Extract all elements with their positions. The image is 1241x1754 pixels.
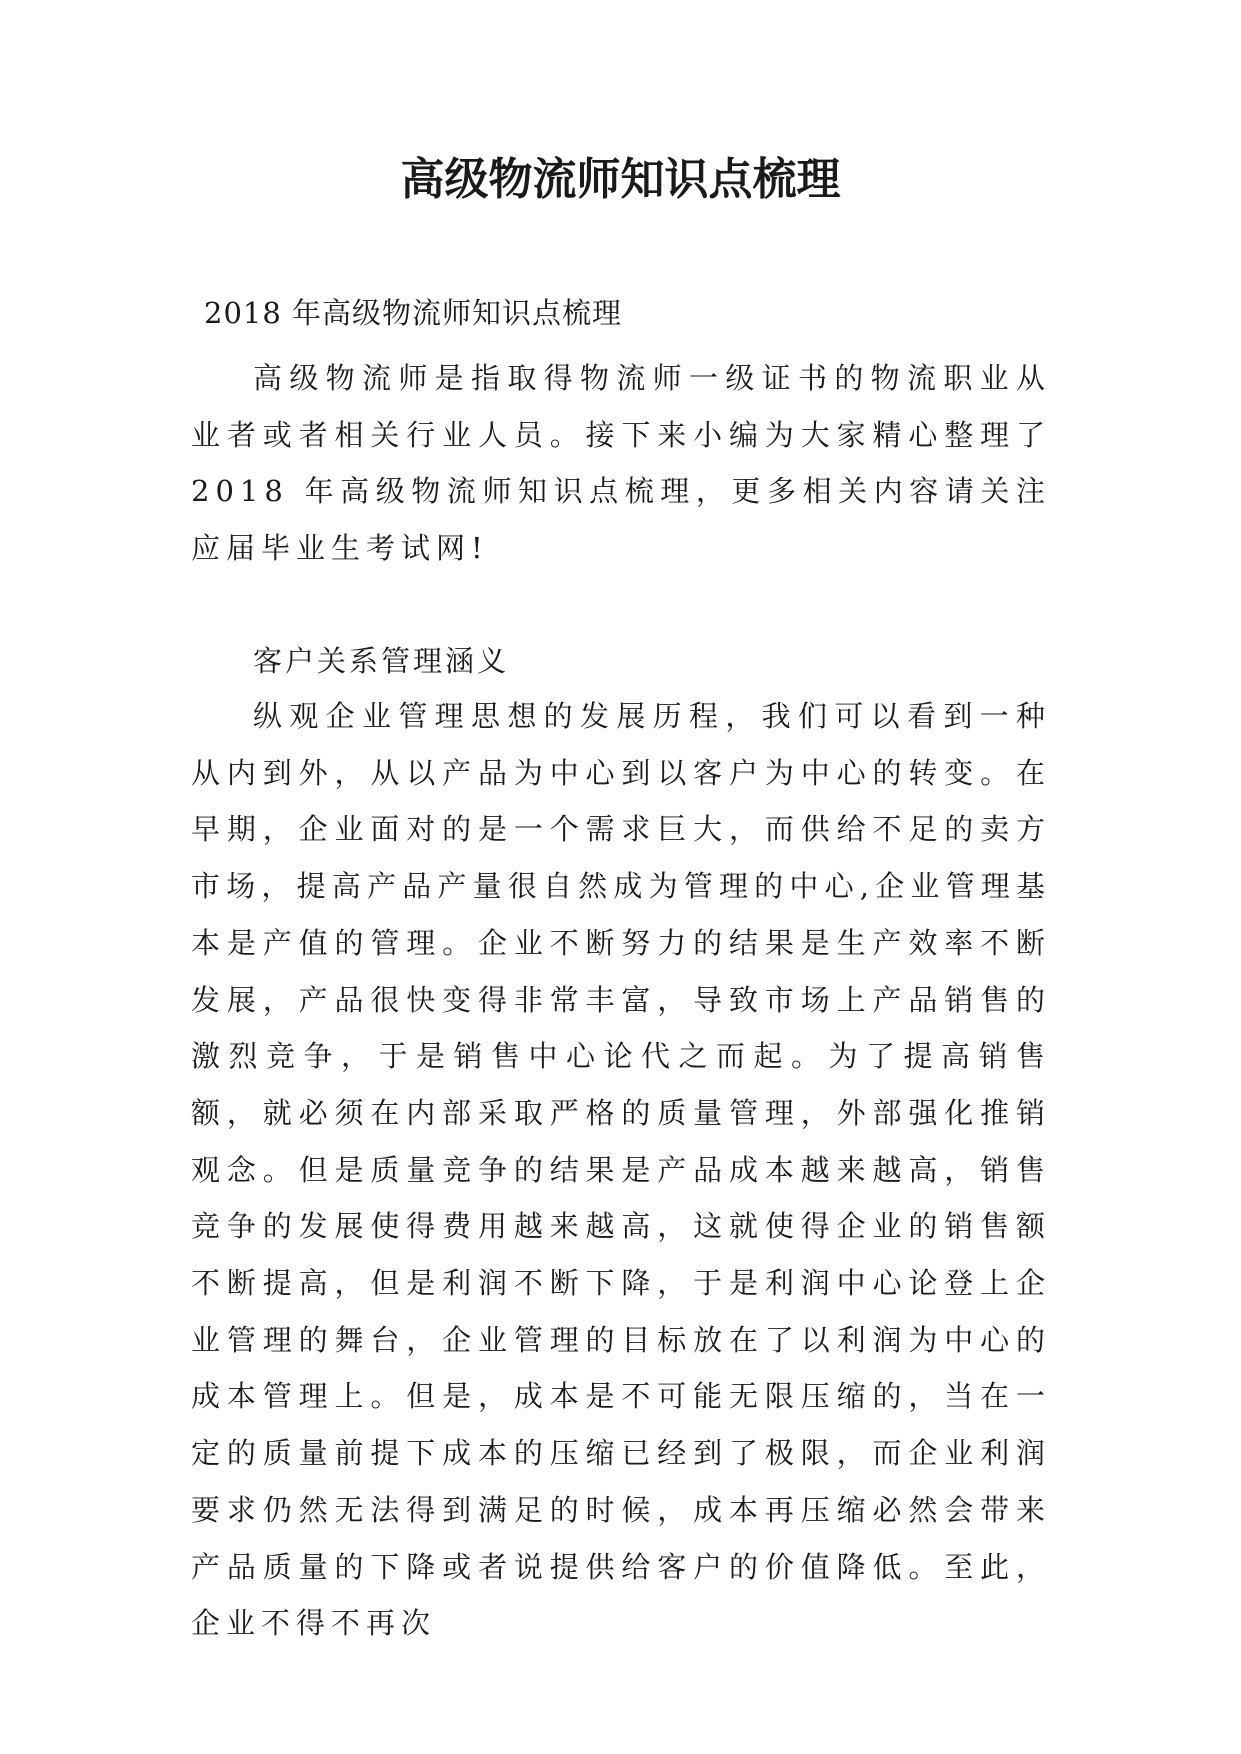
intro-paragraph: 高级物流师是指取得物流师一级证书的物流职业从业者或者相关行业人员。接下来小编为大家精心整理了 2018 年高级物流师知识点梳理，更多相关内容请关注应届毕业生考试网! xyxy=(191,361,1051,566)
document-subtitle: 2018 年高级物流师知识点梳理 xyxy=(204,296,623,330)
section-body-paragraph: 纵观企业管理思想的发展历程，我们可以看到一种从内到外，从以产品为中心到以客户为中心的转变。在早期，企业面对的是一个需求巨大，而供给不足的卖方市场，提高产品产量很自然成为管理的中心,企业管理基本是产值的管理。企业不断努力的结果是生产效率不断发展，产品很快变得非常丰富，导致市场上产品销售的激烈竞争，于是销售中心论代之而起。为了提高销售额，就必须在内部采取严格的质量管理，外部强化推销观念。但是质量竞争的结果是产品成本越来越高，销售竞争的发展使得费用越来越高，这就使得企业的销售额不断提高，但是利润不断下降，于是利润中心论登上企业管理的舞台，企业管理的目标放在了以利润为中心的成本管理上。但是，成本是不可能无限压缩的，当在一定的质量前提下成本的压缩已经到了极限，而企业利润要求仍然无法得到满足的时候，成本再压缩必然会带来产品质量的下降或者说提供给客户的价值降低。至此，企业不得不再次 xyxy=(191,699,1051,1641)
section-heading: 客户关系管理涵义 xyxy=(253,644,510,678)
document-title: 高级物流师知识点梳理 xyxy=(400,154,841,205)
